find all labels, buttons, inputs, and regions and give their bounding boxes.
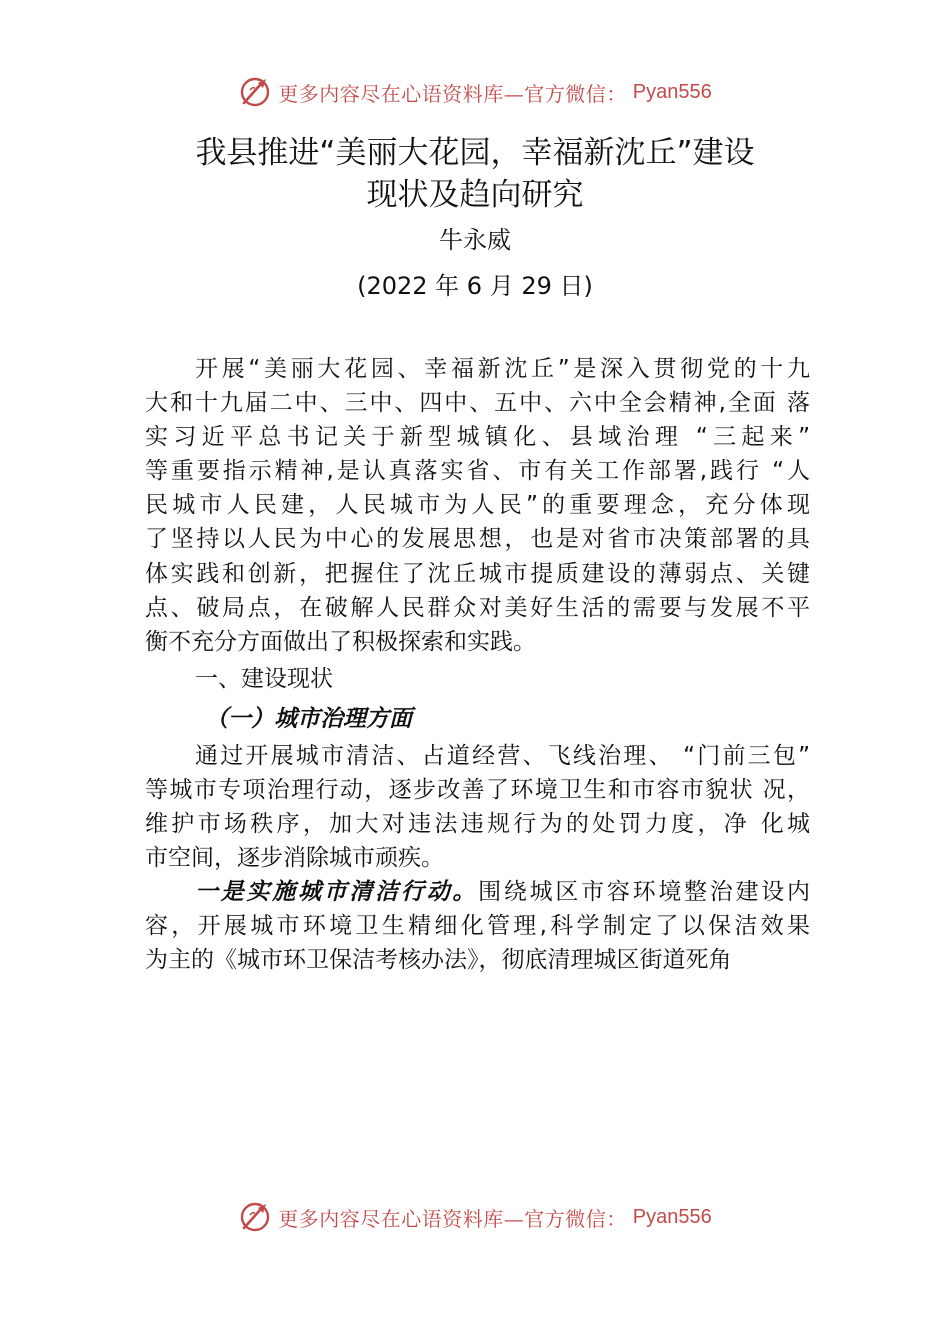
document-title-line2: 现状及趋向研究 — [366, 177, 584, 213]
text-line: 点、破局点，在破解人民群众对美好生活的需要与发展不平 — [145, 594, 810, 621]
banner-text: 更多内容尽在心语资料库—官方微信： — [278, 81, 627, 106]
paragraph-governance — [145, 739, 810, 875]
text-line: 体实践和创新，把握住了沈丘城市提质建设的薄弱点、关键 — [145, 560, 810, 587]
text-line: 为主的《城市环卫保洁考核办法》，彻底清理城区街道死角 — [145, 947, 732, 974]
text-line: 容，开展城市环境卫生精细化管理,科学制定了以保洁效果 — [145, 913, 810, 940]
banner-text: 更多内容尽在心语资料库—官方微信： — [278, 1206, 627, 1231]
text-line: 衡不充分方面做出了积极探索和实践。 — [145, 628, 536, 655]
text-line: 了坚持以人民为中心的发展思想，也是对省市决策部署的具 — [145, 526, 810, 553]
pen-logo-icon — [238, 75, 272, 109]
text-line: 等重要指示精神,是认真落实省、市有关工作部署,践行 “人 — [145, 458, 810, 485]
pen-logo-icon — [238, 1200, 272, 1234]
text-line: 市空间，逐步消除城市顽疾。 — [145, 845, 444, 872]
text-line: 开展“美丽大花园、幸福新沈丘”是深入贯彻党的十九 — [195, 356, 810, 382]
banner-wechat-id: Pyan556 — [632, 1205, 712, 1228]
text-line: 大和十九届二中、三中、四中、五中、六中全会精神,全面 落 — [145, 390, 810, 417]
header-banner — [0, 72, 950, 112]
text-line: 等城市专项治理行动，逐步改善了环境卫生和市容市貌状 况， — [145, 776, 810, 803]
section-heading: 一、建设现状 — [195, 665, 333, 692]
text-span: 围绕城区市容环境整治建设内 — [478, 879, 811, 906]
document-body — [145, 352, 810, 978]
subsection-heading: （一）城市治理方面 — [205, 704, 412, 732]
document-title-line1: 我县推进“美丽大花园，幸福新沈丘”建设 — [195, 135, 755, 171]
text-line — [145, 875, 810, 909]
banner-wechat-id: Pyan556 — [632, 80, 712, 103]
text-line: 通过开展城市清洁、占道经营、飞线治理、 “门前三包” — [195, 742, 810, 769]
paragraph-intro — [145, 352, 810, 659]
lead-phrase: 一是实施城市清洁行动。 — [195, 879, 479, 906]
author: 牛永威 — [439, 226, 511, 254]
footer-banner — [0, 1197, 950, 1237]
paragraph-cleaning — [145, 875, 810, 977]
text-line: 实习近平总书记关于新型城镇化、县域治理 “三起来” — [145, 424, 810, 451]
text-line: 民城市人民建，人民城市为人民”的重要理念，充分体现 — [145, 492, 810, 519]
date: (2022 年 6 月 29 日) — [357, 272, 593, 300]
text-line: 维护市场秩序，加大对违法违规行为的处罚力度，净 化城 — [145, 811, 810, 838]
